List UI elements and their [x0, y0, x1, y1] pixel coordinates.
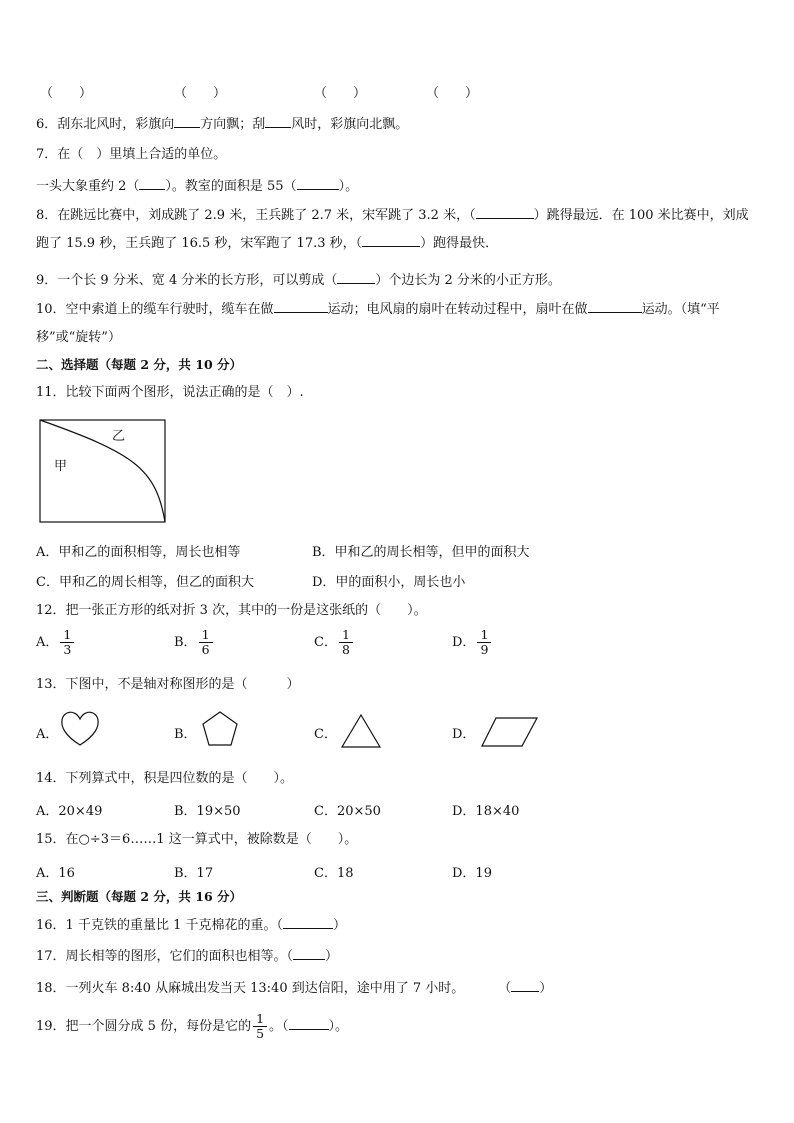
question-8: 8．在跳远比赛中，刘成跳了 2.9 米，王兵跳了 2.7 米，宋军跳了 3.2 米，（ ）跳得最远．在 100 米比赛中，刘成跑了 15.9 秒，王兵跑了 16.5 秒，宋军跑了 17.3 秒，（ ）跑得最快． [36, 202, 758, 258]
pentagon-icon [200, 710, 240, 748]
q15-option-b[interactable]: B．17 [174, 866, 214, 881]
heart-icon [60, 710, 100, 748]
q13-option-d[interactable]: D． [452, 727, 476, 742]
question-15-stem: 15．在○÷3＝6……1 这一算式中，被除数是（ ）。 [36, 832, 358, 847]
question-16: 16．1 千克铁的重量比 1 千克棉花的重。（ ） [36, 915, 758, 935]
answer-blank [511, 978, 539, 992]
fraction: $\frac{1}{5}$ [253, 1012, 267, 1041]
q15-option-d[interactable]: D．19 [452, 866, 492, 881]
q11-option-d[interactable]: D．甲的面积小，周长也小 [312, 575, 466, 590]
q14-option-c[interactable]: C．20×50 [314, 804, 381, 819]
question-7-title: 7．在（ ）里填上合适的单位。 [36, 147, 227, 162]
answer-paren-1: （ ） [40, 86, 93, 101]
answer-blank [289, 1016, 329, 1030]
q12-option-c[interactable]: C． $\frac{1}{8}$ [314, 628, 355, 657]
answer-blank [265, 114, 291, 128]
answer-paren-3: （ ） [314, 86, 367, 101]
q12-option-a[interactable]: A． $\frac{1}{3}$ [36, 628, 76, 657]
fraction: $\frac{1}{9}$ [477, 628, 491, 657]
q11-option-c[interactable]: C．甲和乙的周长相等，但乙的面积大 [36, 575, 254, 590]
question-9: 9．一个长 9 分米、宽 4 分米的长方形，可以剪成（ ）个边长为 2 分米的小正方形。 [36, 270, 758, 290]
answer-blank [283, 915, 333, 929]
answer-blank [139, 176, 165, 190]
answer-blank [297, 176, 339, 190]
answer-blank [174, 114, 200, 128]
comparison-figure [38, 418, 168, 524]
question-12-stem: 12．把一张正方形的纸对折 3 次，其中的一份是这张纸的（ ）。 [36, 603, 427, 618]
question-11-stem: 11．比较下面两个图形，说法正确的是（ ）. [36, 385, 304, 400]
answer-blank [293, 946, 325, 960]
question-14-stem: 14．下列算式中，积是四位数的是（ ）。 [36, 771, 294, 786]
q14-option-d[interactable]: D．18×40 [452, 804, 520, 819]
answer-paren-2: （ ） [174, 86, 227, 101]
q15-option-c[interactable]: C．18 [314, 866, 354, 881]
fraction: $\frac{1}{8}$ [339, 628, 353, 657]
answer-blank [588, 299, 642, 313]
section-heading-choice: 二、选择题（每题 2 分，共 10 分） [36, 357, 243, 372]
fraction: $\frac{1}{6}$ [199, 628, 213, 657]
question-19: 19．把一个圆分成 5 份，每份是它的 $\frac{1}{5}$ 。（ ）。 [36, 1011, 349, 1041]
q14-option-b[interactable]: B．19×50 [174, 804, 241, 819]
answer-paren-4: （ ） [426, 86, 479, 101]
q13-option-c[interactable]: C． [314, 727, 337, 742]
answer-blank [476, 205, 534, 219]
question-18: 18．一列火车 8:40 从麻城出发当天 13:40 到达信阳，途中用了 7 小时。 （ ） [36, 978, 758, 998]
q13-option-b[interactable]: B． [174, 727, 197, 742]
q11-option-b[interactable]: B．甲和乙的周长相等，但甲的面积大 [312, 545, 530, 560]
parallelogram-icon [480, 715, 540, 749]
question-6: 6．刮东北风时，彩旗向 方向飘；刮 风时，彩旗向北飘。 [36, 114, 758, 134]
triangle-icon [340, 712, 382, 750]
q13-option-a[interactable]: A． [36, 727, 59, 742]
label-jia: 甲 [54, 459, 68, 474]
label-yi: 乙 [112, 429, 126, 444]
q15-option-a[interactable]: A．16 [36, 866, 75, 881]
question-17: 17．周长相等的图形，它们的面积也相等。（ ） [36, 946, 758, 966]
q12-option-b[interactable]: B． $\frac{1}{6}$ [174, 628, 215, 657]
question-7: 一头大象重约 2（ ）。教室的面积是 55（ ）。 [36, 176, 758, 196]
q12-option-d[interactable]: D． $\frac{1}{9}$ [452, 628, 493, 657]
fraction: $\frac{1}{3}$ [60, 628, 74, 657]
answer-blank [337, 270, 375, 284]
q11-option-a[interactable]: A．甲和乙的面积相等，周长也相等 [36, 545, 241, 560]
question-10: 10．空中索道上的缆车行驶时，缆车在做 运动；电风扇的扇叶在转动过程中，扇叶在做 运动。（填“平移”或“旋转”） [36, 296, 758, 352]
answer-blank [274, 299, 328, 313]
q14-option-a[interactable]: A．20×49 [36, 804, 103, 819]
section-heading-judgment: 三、判断题（每题 2 分，共 16 分） [36, 889, 243, 904]
question-13-stem: 13．下图中，不是轴对称图形的是（ ） [36, 677, 300, 692]
answer-blank [362, 233, 420, 247]
